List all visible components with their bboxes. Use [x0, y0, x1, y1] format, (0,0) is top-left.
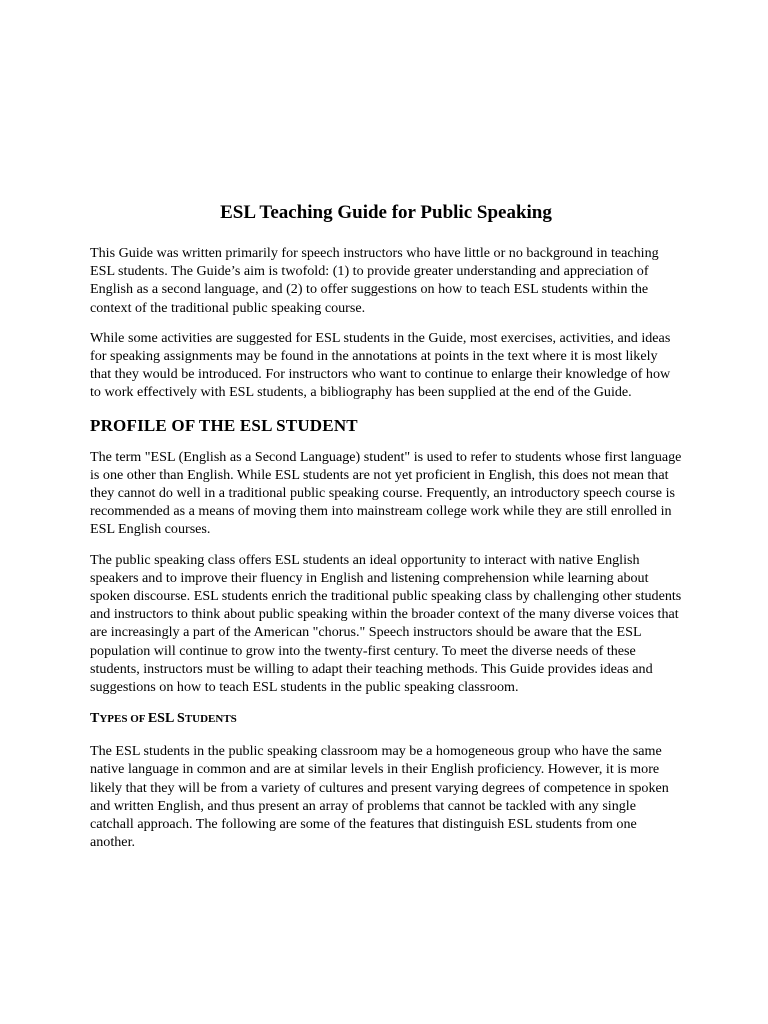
profile-paragraph-2: The public speaking class offers ESL students an ideal opportunity to interact with native English speakers and to improve their fluency in English and listening comprehension while learning about spoken discourse. ESL students enrich the traditional public speaking class by challenging other students and instructors to think about public speaking within the broader context of the many diverse voices that are increasingly a part of the American "chorus." Speech instructors should be aware that the ESL population will continue to grow into the twenty-first century. To meet the diverse needs of these students, instructors must be willing to adapt their teaching methods. This Guide provides ideas and suggestions on how to teach ESL students in the public speaking classroom. — [90, 551, 682, 696]
subsection-heading-types — [90, 710, 682, 728]
section-heading-profile: PROFILE OF THE ESL STUDENT — [90, 415, 358, 435]
document-title: ESL Teaching Guide for Public Speaking — [220, 202, 552, 223]
intro-paragraph-1: This Guide was written primarily for speech instructors who have little or no background in teaching ESL students. The Guide’s aim is twofold: (1) to provide greater understanding and appreciation of English as a second language, and (2) to offer suggestions on how to teach ESL students within the context of the traditional public speaking course. — [90, 245, 659, 316]
types-paragraph-1: The ESL students in the public speaking classroom may be a homogeneous group who have the same native language in common and are at similar levels in their English proficiency. However, it is more likely that they will be from a variety of cultures and present varying degrees of competence in spoken and written English, and thus present an array of problems that cannot be tackled with any single catchall approach. The following are some of the features that distinguish ESL students from one another. — [90, 743, 669, 851]
heading-small-caps-1: YPES OF — [99, 713, 148, 726]
profile-paragraph-1: The term "ESL (English as a Second Language) student" is used to refer to students whose first language is one other than English. While ESL students are not yet proficient in English, this does not mean that they cannot do well in a traditional public speaking course. Frequently, an introductory speech course is recommended as a means of moving them into mainstream college work while they are still enrolled in ESL English courses. — [90, 448, 682, 538]
heading-cap-2: ESL S — [147, 711, 185, 727]
heading-small-caps-2: TUDENTS — [184, 713, 237, 726]
heading-cap-1: T — [90, 711, 100, 727]
intro-paragraph-2: While some activities are suggested for ESL students in the Guide, most exercises, activities, and ideas for speaking assignments may be found in the annotations at points in the text where it is most likely that they would be introduced. For instructors who want to continue to enlarge their knowledge of how to work effectively with ESL students, a bibliography has been supplied at the end of the Guide. — [90, 329, 671, 401]
document-page — [90, 201, 682, 863]
